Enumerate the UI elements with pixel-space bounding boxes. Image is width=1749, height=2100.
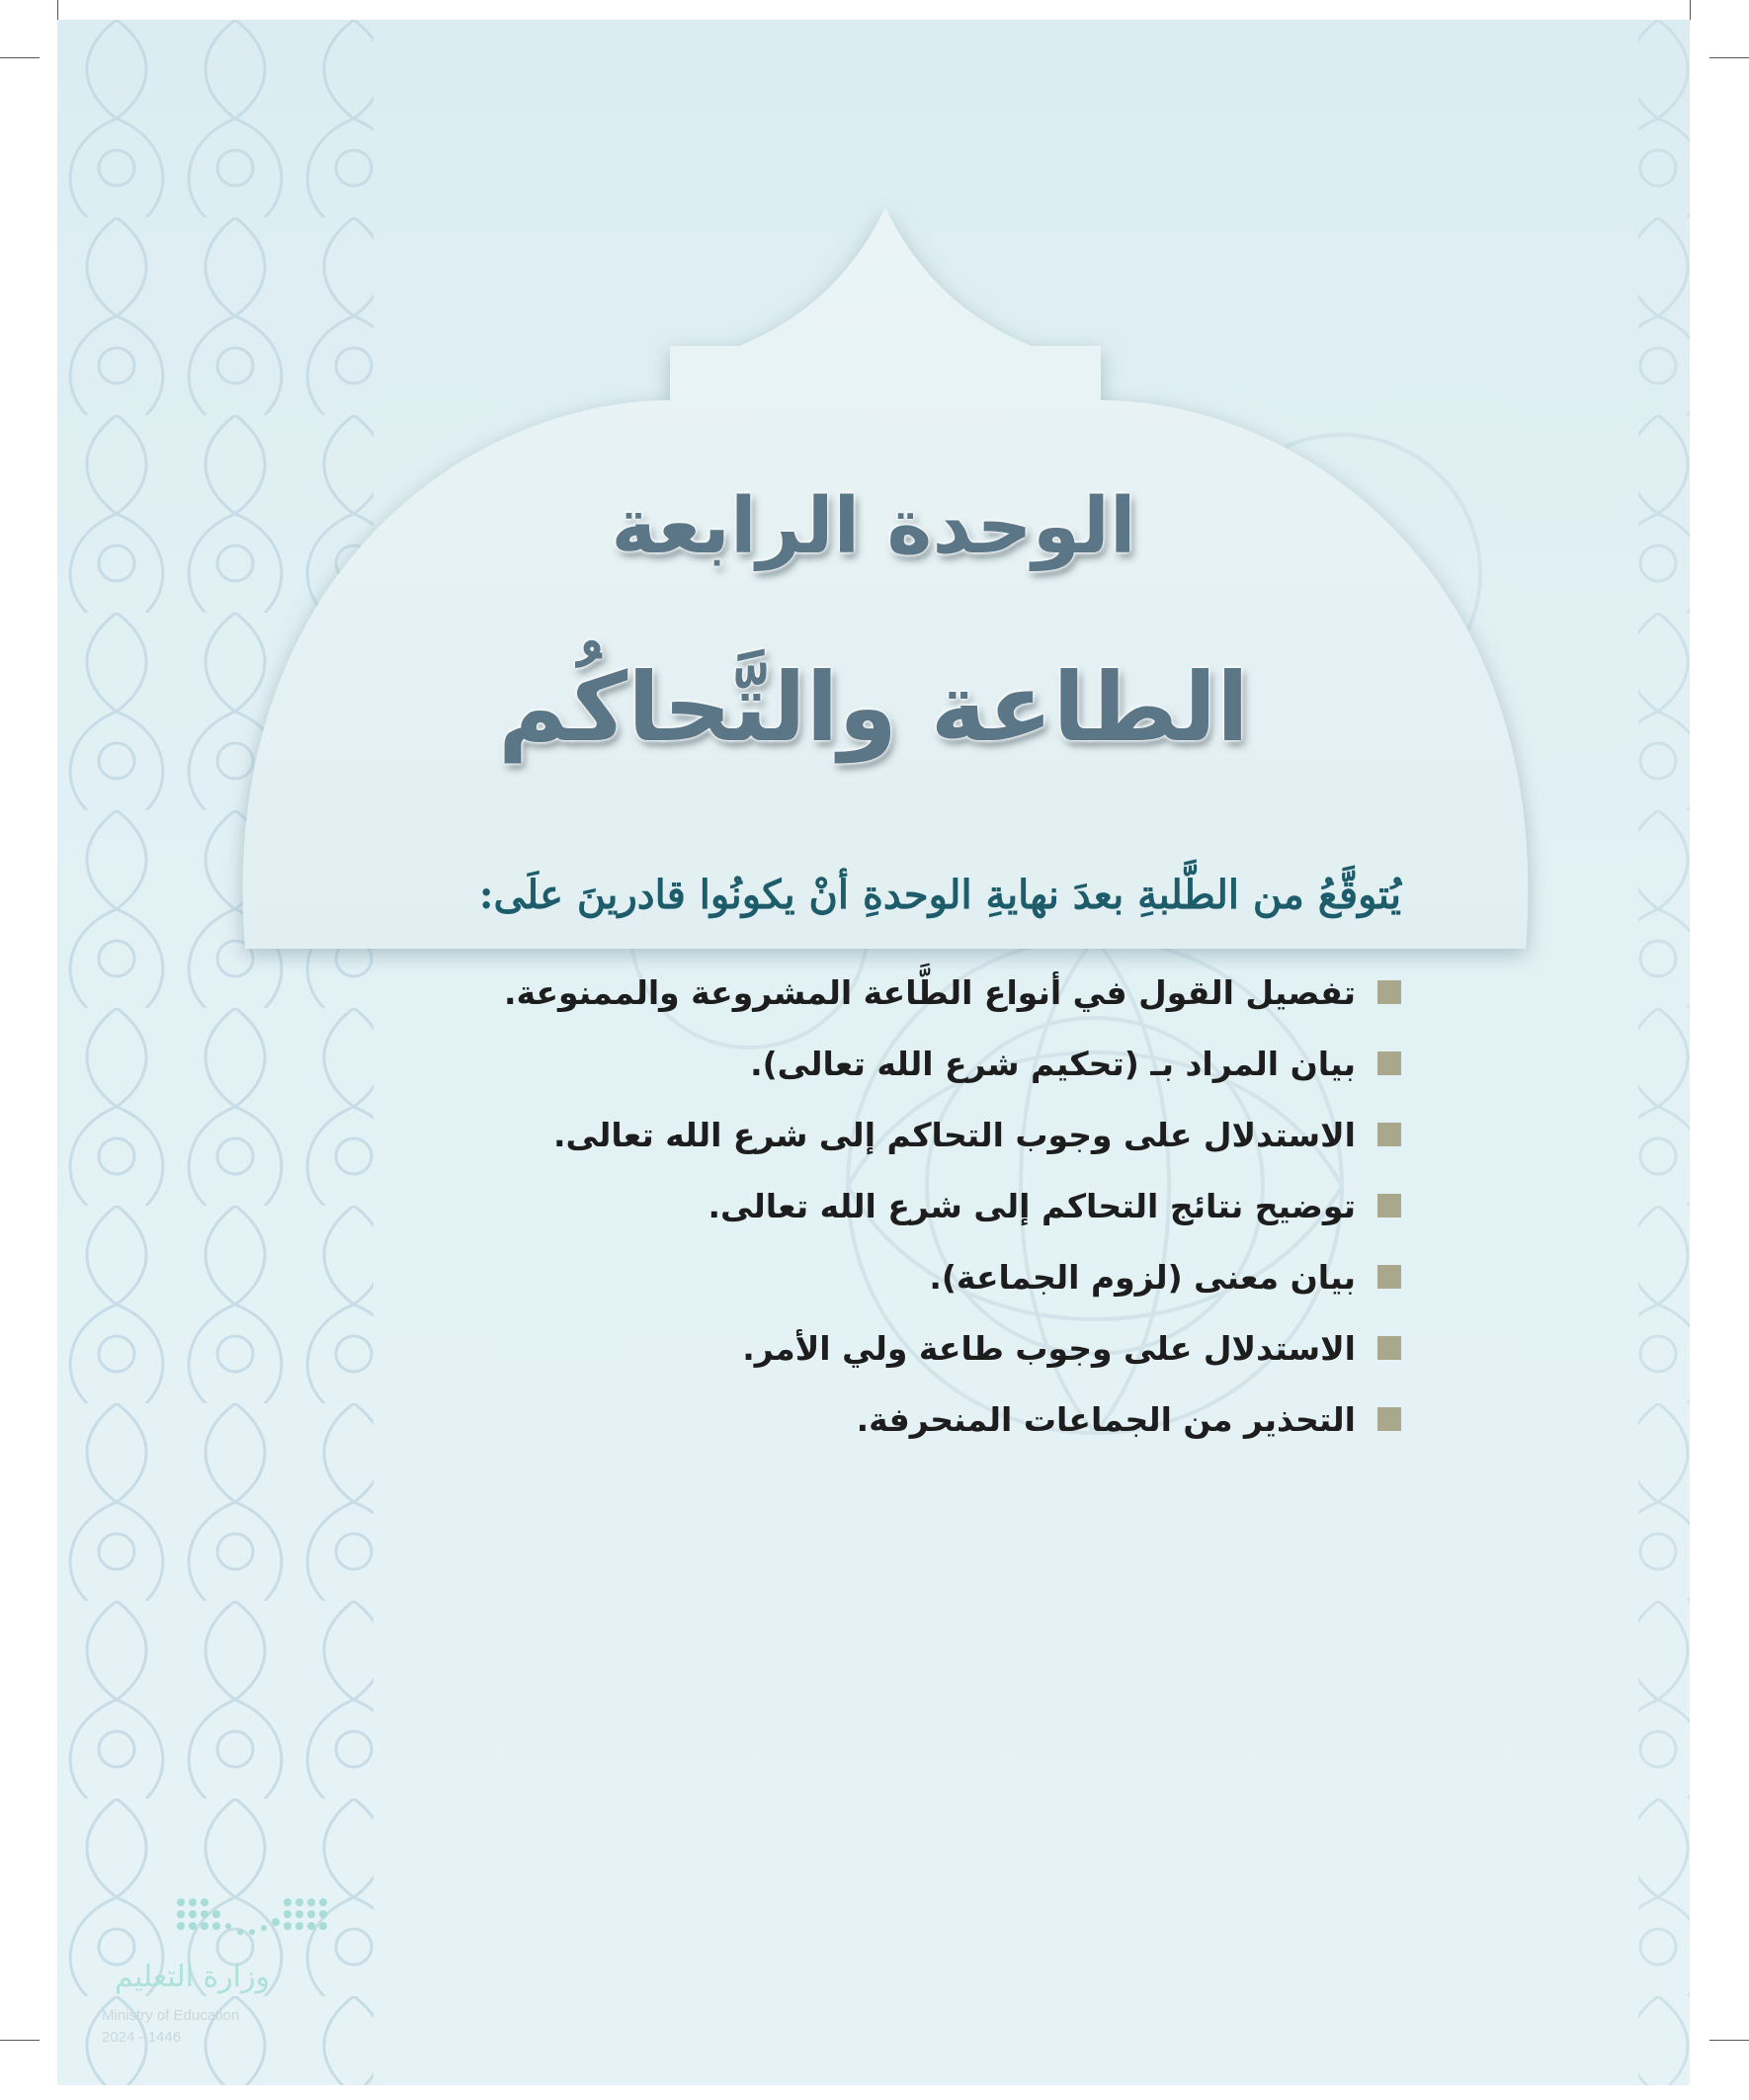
objective-text: الاستدلال على وجوب التحاكم إلى شرع الله تعالى. [553,1115,1356,1154]
square-bullet-icon [1377,1407,1401,1431]
crop-mark [0,2040,40,2041]
learning-outcomes-intro: يُتوقَّعُ من الطَّلبةِ بعدَ نهايةِ الوحدةِ أنْ يكونُوا قادرينَ علَى: [478,872,1401,918]
learning-objectives-list [504,957,1401,1455]
list-item [504,1241,1401,1312]
square-bullet-icon [1377,980,1401,1004]
objective-text: بيان المراد بـ (تحكيم شرع الله تعالى). [750,1044,1356,1083]
objective-text: الاستدلال على وجوب طاعة ولي الأمر. [742,1328,1356,1368]
square-bullet-icon [1377,1051,1401,1075]
square-bullet-icon [1377,1336,1401,1360]
crop-mark [1690,0,1691,20]
unit-number-title: الوحدة الرابعة [611,482,1136,571]
objective-text: التحذير من الجماعات المنحرفة. [856,1399,1356,1439]
list-item [504,1384,1401,1455]
square-bullet-icon [1377,1194,1401,1218]
crop-mark [1709,2040,1749,2041]
unit-topic-title: الطاعة والتَّحاكُم [498,652,1249,763]
list-item [504,957,1401,1028]
crop-mark [1709,57,1749,58]
ministry-name-arabic: وزارة التعليم [114,1960,270,1994]
objective-text: تفصيل القول في أنواع الطَّاعة المشروعة والممنوعة. [503,972,1356,1012]
ministry-name-english: Ministry of Education [102,2007,240,2024]
edition-year: 2024 - 1446 [102,2029,182,2046]
square-bullet-icon [1377,1123,1401,1146]
crop-mark [57,0,58,20]
list-item [504,1099,1401,1170]
square-bullet-icon [1377,1265,1401,1289]
list-item [504,1312,1401,1384]
list-item [504,1028,1401,1099]
objective-text: بيان معنى (لزوم الجماعة). [929,1257,1356,1297]
unit-cover-page [57,20,1690,2085]
list-item [504,1170,1401,1241]
logo-dots-icon [173,1892,331,1952]
objective-text: توضيح نتائج التحاكم إلى شرع الله تعالى. [708,1186,1356,1225]
ministry-logo [102,1892,329,2060]
crop-mark [0,57,40,58]
